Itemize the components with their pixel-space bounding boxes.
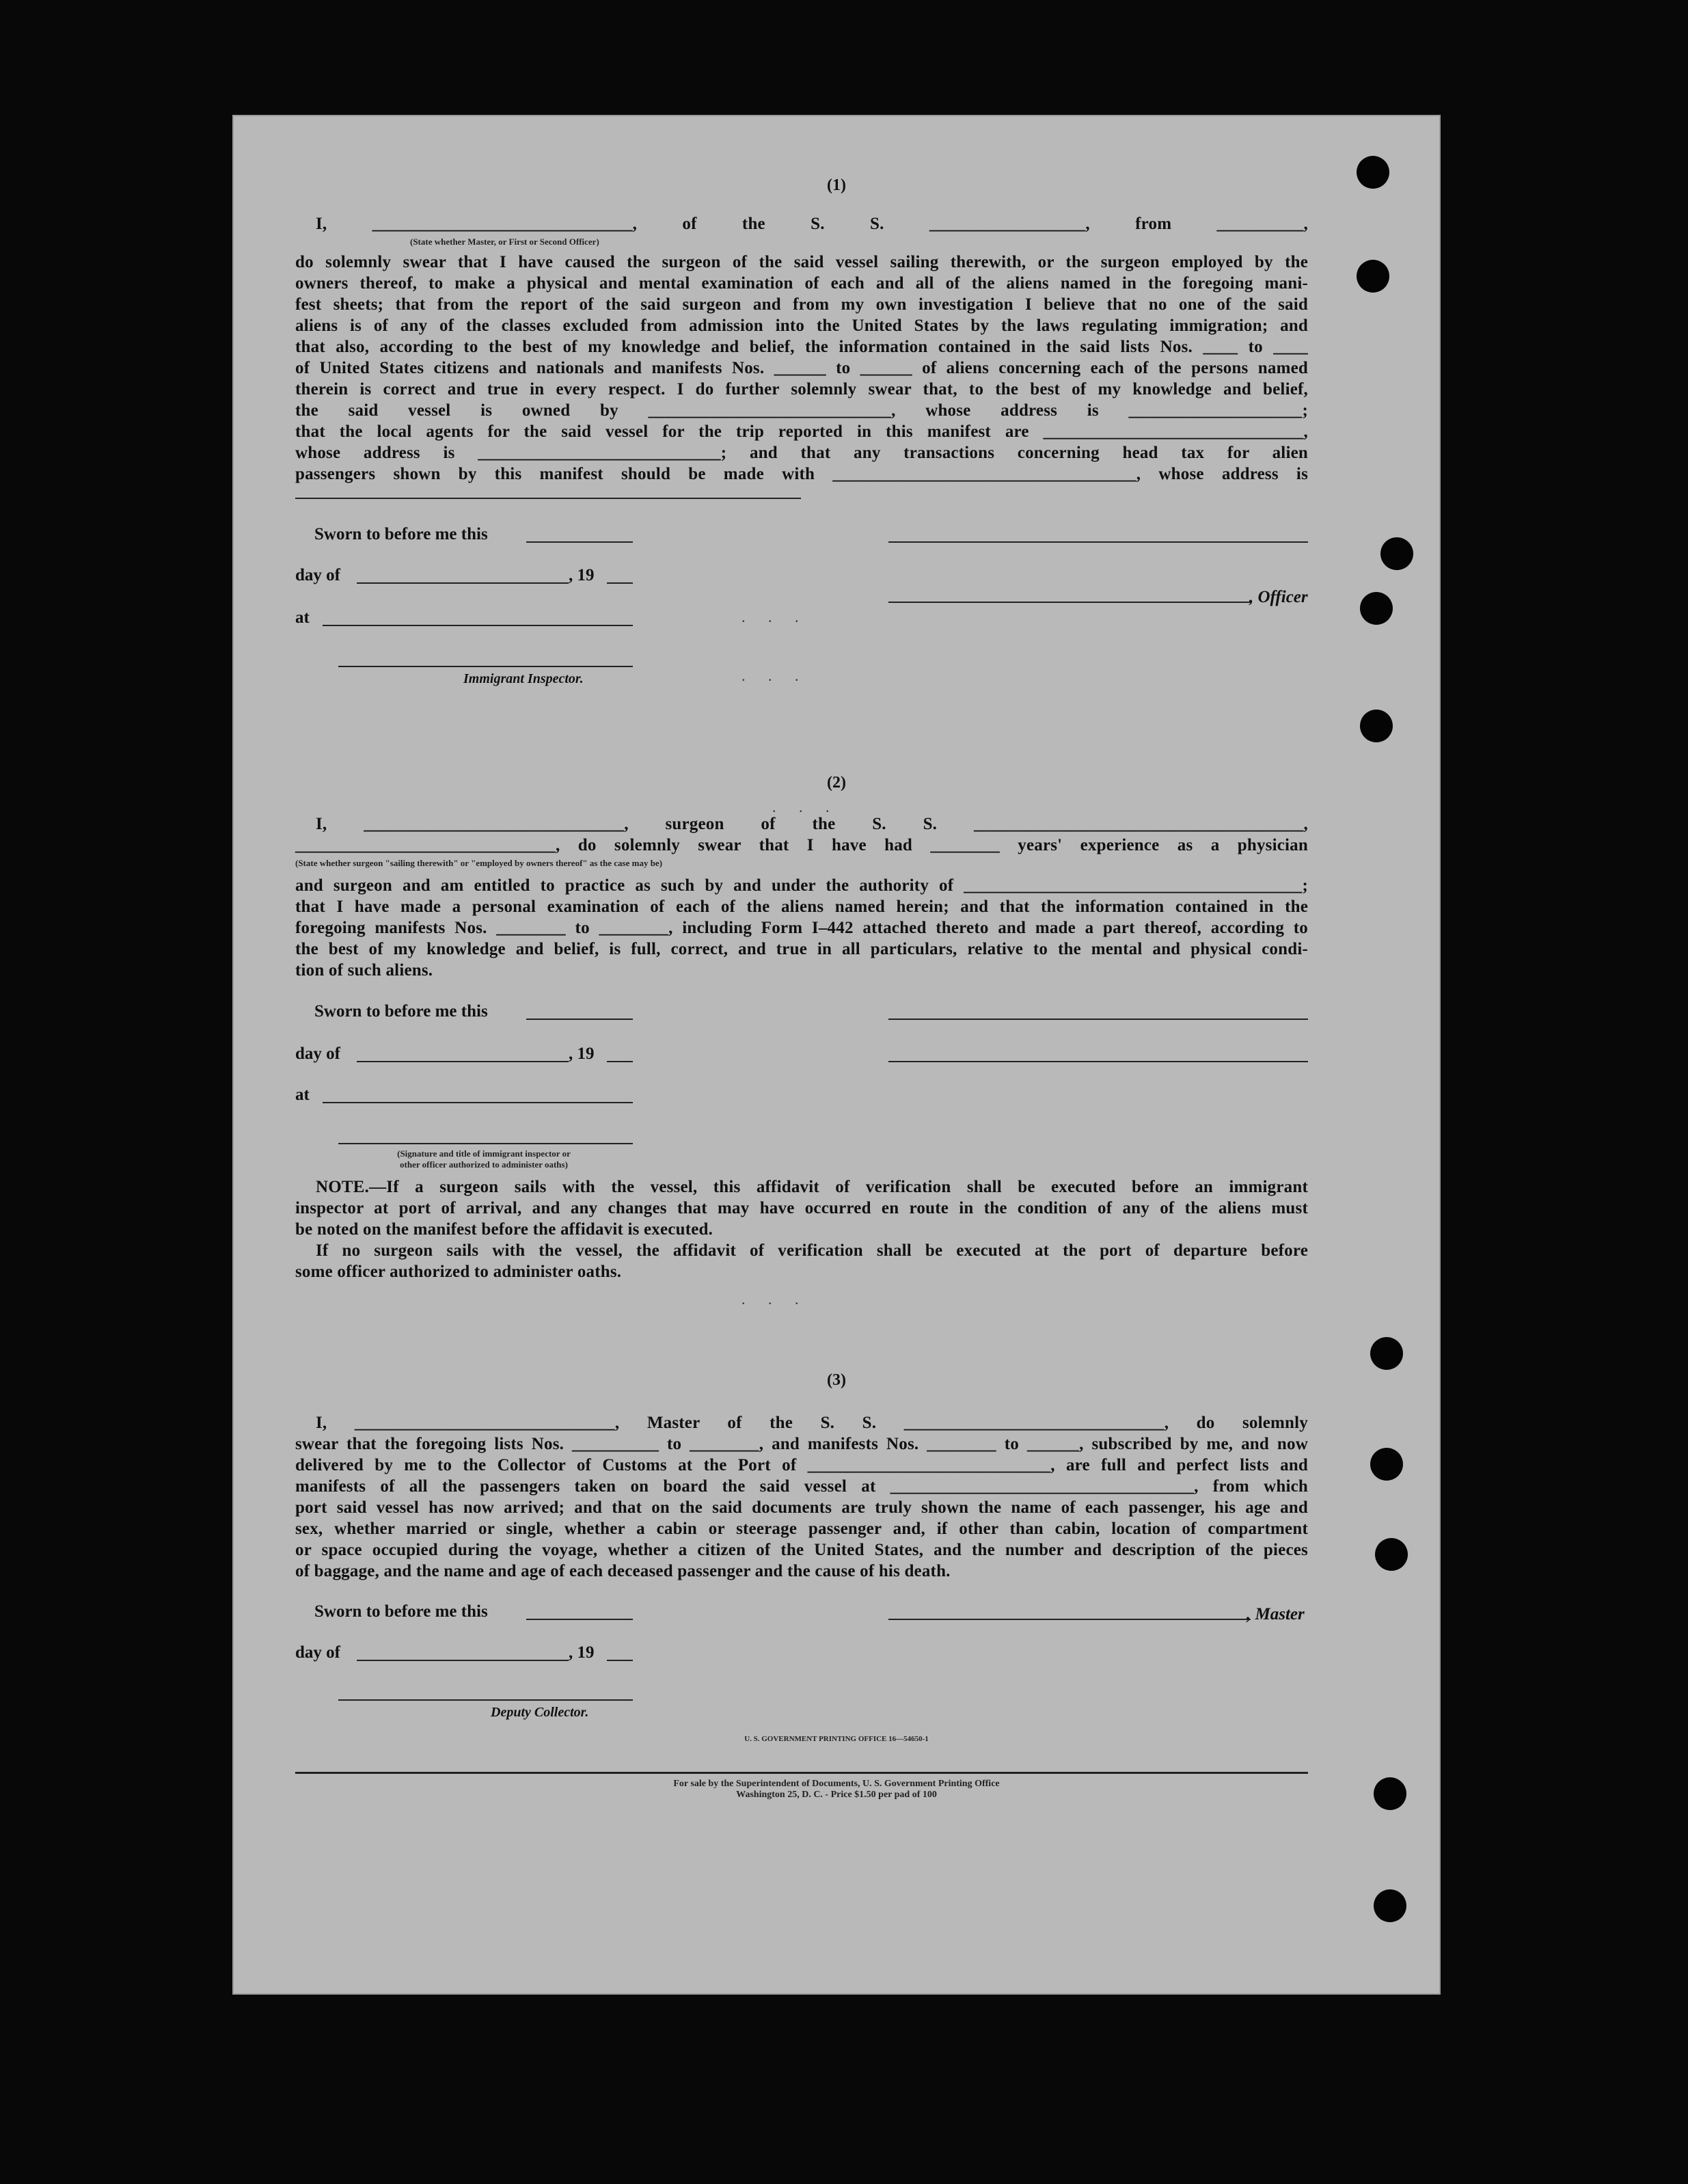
s2-sig-note-2: other officer authorized to administer oaths) [400, 1159, 568, 1170]
note-line-3: be noted on the manifest before the affidavit is executed. [295, 1220, 713, 1239]
s2-at-rule [323, 1102, 633, 1103]
s2-year-label: , 19 [569, 1044, 595, 1063]
s1-line-0: I, ______________________________, of the S. S. __________________, from __________, [316, 215, 1308, 233]
s3-day-label: day of [295, 1643, 340, 1662]
section-2-header: (2) [827, 774, 846, 792]
s1-line-11: passengers shown by this manifest should be made with ___________________________________, whose address is [295, 465, 1308, 483]
s2-line-5: foregoing manifests Nos. ________ to ________, including Form I–442 attached thereto and made a part thereof, according to [295, 919, 1308, 937]
punch-hole [1374, 1777, 1406, 1810]
s1-line-2: owners thereof, to make a physical and mental examination of each and all of the aliens named in the foregoing mani- [295, 274, 1308, 293]
punch-hole [1357, 260, 1389, 293]
manifest-page [232, 115, 1441, 1995]
s1-at-rule [323, 625, 633, 626]
s2-inspector-rule [338, 1143, 633, 1144]
s1-line-3: fest sheets; that from the report of the said surgeon and from my own investigation I believe that no one of the said [295, 295, 1308, 314]
s1-line-1: do solemnly swear that I have caused the surgeon of the said vessel sailing therewith, or the surgeon employed by the [295, 253, 1308, 271]
punch-hole [1380, 537, 1413, 570]
s1-line-5: that also, according to the best of my knowledge and belief, the information contained in the said lists Nos. ____ to ____ [295, 338, 1308, 356]
s1-officer-label: , Officer [1249, 588, 1308, 606]
s1-signature-rule [888, 541, 1308, 543]
s3-sworn-rule [526, 1619, 633, 1620]
address-rule [295, 498, 801, 499]
s3-master-label: , Master [1247, 1605, 1305, 1623]
s2-line-7: tion of such aliens. [295, 961, 433, 980]
s3-year-label: , 19 [569, 1643, 595, 1662]
gpo-imprint: U. S. GOVERNMENT PRINTING OFFICE 16—54650-1 [744, 1735, 929, 1743]
s1-day-label: day of [295, 566, 340, 584]
s1-line-4: aliens is of any of the classes excluded from admission into the United States by the laws regulating immigration; and [295, 316, 1308, 335]
s3-master-rule [888, 1619, 1251, 1620]
s3-year-rule [607, 1660, 633, 1661]
s3-collector-label: Deputy Collector. [491, 1705, 589, 1720]
punch-hole [1357, 156, 1389, 189]
s1-dots-b: . . . [741, 667, 808, 684]
officer-note: (State whether Master, or First or Second Officer) [410, 237, 599, 247]
section-1-header: (1) [827, 176, 846, 194]
s1-line-7: therein is correct and true in every respect. I do further solemnly swear that, to the best of my knowledge and belief, [295, 380, 1308, 399]
s2-line-3: and surgeon and am entitled to practice as such by and under the authority of _______________________________________; [295, 876, 1308, 895]
s3-line-1: I, ______________________________, Master of the S. S. ______________________________, do solemnly [316, 1414, 1308, 1432]
note-line-5: some officer authorized to administer oaths. [295, 1263, 622, 1281]
s3-line-3: delivered by me to the Collector of Customs at the Port of ____________________________, are full and perfect lists and [295, 1456, 1308, 1474]
s1-year-label: , 19 [569, 566, 595, 584]
punch-hole [1375, 1538, 1408, 1571]
s3-line-7: or space occupied during the voyage, whether a citizen of the United States, and the number and description of the pieces [295, 1541, 1308, 1559]
s2-sworn-label: Sworn to before me this [314, 1002, 488, 1021]
s2-day-label: day of [295, 1044, 340, 1063]
s2-sworn-rule [526, 1019, 633, 1020]
s1-line-6: of United States citizens and nationals and manifests Nos. ______ to ______ of aliens concerning each of the persons named [295, 359, 1308, 377]
footer-rule [295, 1772, 1308, 1774]
s2-year-rule [607, 1061, 633, 1062]
s3-line-8: of baggage, and the name and age of each deceased passenger and the cause of his death. [295, 1562, 951, 1580]
s1-line-9: that the local agents for the said vessel for the trip reported in this manifest are ______________________________, [295, 422, 1308, 441]
s1-at-label: at [295, 608, 310, 627]
s2-sig-note-1: (Signature and title of immigrant inspector or [397, 1148, 571, 1159]
s3-line-4: manifests of all the passengers taken on board the said vessel at ___________________________________, from which [295, 1477, 1308, 1496]
section-3-header: (3) [827, 1371, 846, 1389]
note-line-4: If no surgeon sails with the vessel, the affidavit of verification shall be executed at the port of departure before [316, 1241, 1308, 1260]
s1-inspector-label: Immigrant Inspector. [463, 671, 584, 686]
note-line-1: NOTE.—If a surgeon sails with the vessel, this affidavit of verification shall be executed before an immigrant [316, 1178, 1308, 1196]
s1-line-8: the said vessel is owned by ____________________________, whose address is ____________________; [295, 401, 1308, 420]
s3-line-6: sex, whether married or single, whether a cabin or steerage passenger and, if other than cabin, location of compartment [295, 1520, 1308, 1538]
s2-day-rule [357, 1061, 569, 1062]
punch-hole [1360, 592, 1393, 625]
surgeon-note: (State whether surgeon "sailing therewith" or "employed by owners thereof" as the case may be) [295, 858, 663, 868]
s2-dots-top: . . . [772, 798, 839, 815]
note-line-2: inspector at port of arrival, and any changes that may have occurred en route in the condition of any of the aliens must [295, 1199, 1308, 1217]
s3-collector-rule [338, 1699, 633, 1701]
s2-line-4: that I have made a personal examination of each of the aliens named herein; and that the information contained in the [295, 898, 1308, 916]
sale-line-1: For sale by the Superintendent of Documents, U. S. Government Printing Office [673, 1779, 1000, 1789]
s2-officer-rule [888, 1061, 1308, 1062]
s2-at-label: at [295, 1086, 310, 1104]
s1-officer-rule [888, 602, 1251, 603]
s1-dots-a: . . . [741, 608, 808, 625]
punch-hole [1370, 1337, 1403, 1370]
s1-inspector-rule [338, 666, 633, 667]
punch-hole [1374, 1889, 1406, 1922]
punch-hole [1370, 1448, 1403, 1481]
s3-line-5: port said vessel has now arrived; and that on the said documents are truly shown the name of each passenger, his age and [295, 1498, 1308, 1517]
s1-line-10: whose address is ____________________________; and that any transactions concerning head tax for alien [295, 444, 1308, 462]
s3-line-2: swear that the foregoing lists Nos. __________ to ________, and manifests Nos. ________ to ______, subscribed by me, and now [295, 1435, 1308, 1453]
s1-sworn-label: Sworn to before me this [314, 525, 488, 543]
s1-year-rule [607, 582, 633, 584]
s1-sworn-rule [526, 541, 633, 543]
punch-hole [1360, 710, 1393, 742]
s2-line-1: I, ______________________________, surgeon of the S. S. ______________________________________, [316, 815, 1308, 833]
s2-dots-bottom: . . . [741, 1291, 808, 1308]
s2-line-6: the best of my knowledge and belief, is full, correct, and true in all particulars, relative to the mental and physical condi- [295, 940, 1308, 958]
s1-day-rule [357, 582, 569, 584]
s2-line-2: ______________________________, do solemnly swear that I have had ________ years' experience as a physician [295, 836, 1308, 854]
s3-sworn-label: Sworn to before me this [314, 1602, 488, 1621]
sale-line-2: Washington 25, D. C. - Price $1.50 per pad of 100 [736, 1790, 937, 1800]
s2-signature-rule [888, 1019, 1308, 1020]
s3-day-rule [357, 1660, 569, 1661]
